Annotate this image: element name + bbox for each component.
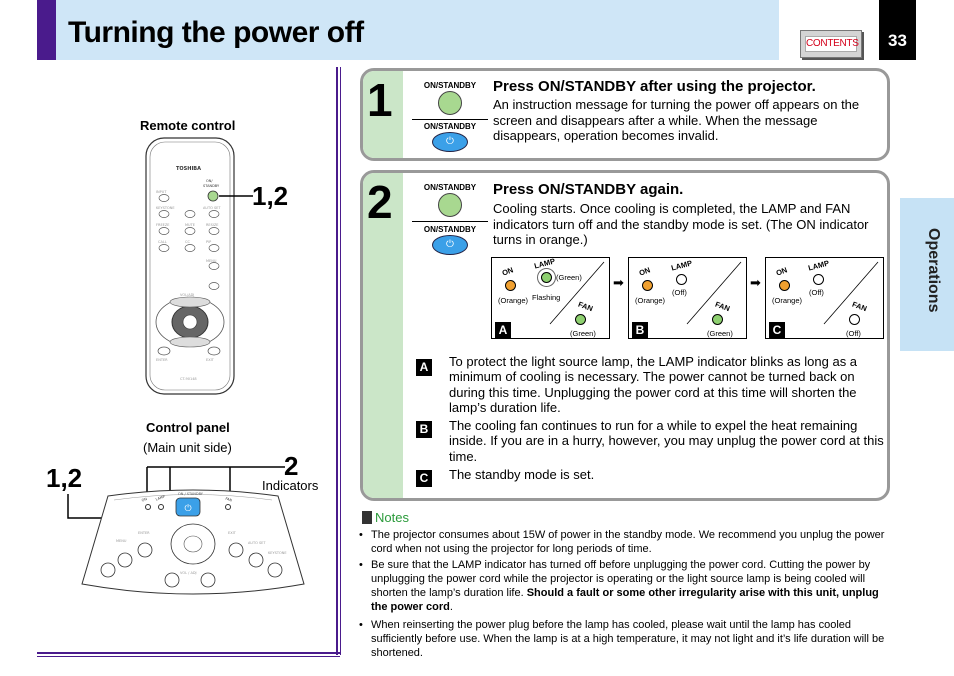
state-b-on-state: (Orange) — [635, 296, 666, 305]
state-b-fan-state: (Green) — [707, 329, 733, 338]
step-2-remote-button — [432, 235, 468, 255]
column-divider-thin — [340, 67, 341, 655]
bottom-rule — [37, 652, 340, 654]
operations-tab-label: Operations — [925, 228, 942, 313]
state-c-fan: FAN — [850, 299, 869, 314]
contents-button[interactable] — [800, 30, 862, 58]
note-c-text: The standby mode is set. — [449, 467, 595, 482]
state-c-on-state: (Orange) — [772, 296, 803, 305]
state-a-on-led — [505, 280, 516, 291]
panel-callout-left: 1,2 — [46, 463, 83, 493]
svg-text:CC: CC — [185, 240, 190, 244]
step-1-main-unit-button — [438, 91, 462, 115]
state-c-lamp-led — [813, 274, 824, 285]
svg-text:EXIT: EXIT — [206, 358, 214, 362]
indicators-label: Indicators — [262, 478, 319, 493]
step-2-button-caption-top: ON/STANDBY — [423, 183, 477, 192]
state-a-diagram — [491, 257, 610, 339]
step-1-separator — [412, 119, 488, 120]
step-1-number: 1 — [367, 74, 393, 126]
state-a-lamp-state: (Green) — [556, 273, 582, 282]
state-b-on-led — [642, 280, 653, 291]
state-b-diagram — [628, 257, 747, 339]
page-number: 33 — [888, 31, 907, 50]
state-c-on-led — [779, 280, 790, 291]
state-a-fan-led — [575, 314, 586, 325]
state-a-lamp-flashing: Flashing — [532, 293, 561, 302]
remote-control-label: Remote control — [140, 118, 236, 133]
state-c-lamp-state: (Off) — [809, 288, 824, 297]
state-a-fan-state: (Green) — [570, 329, 596, 338]
svg-text:KEYSTONE: KEYSTONE — [156, 206, 175, 210]
svg-text:ON/: ON/ — [206, 179, 213, 183]
svg-text:MENU: MENU — [206, 259, 217, 263]
notes-icon — [362, 511, 372, 524]
control-panel-illustration — [78, 482, 308, 602]
state-c-tag: C — [769, 322, 785, 338]
state-a-on: ON — [500, 265, 515, 278]
state-a-tag: A — [495, 322, 511, 338]
note-a-text: To protect the light source lamp, the LAMP indicator blinks as long as a minimum of cooling is necessary. The power cannot be turned back on during this time. Unplugging the power cord at this time will shorten the lamp’s duration life. — [449, 354, 858, 415]
step-2-number: 2 — [367, 176, 393, 228]
state-b-lamp-state: (Off) — [672, 288, 687, 297]
operations-tab-label-wrap — [902, 228, 954, 328]
notes-item-3: When reinserting the power plug before the lamp has cooled, please wait until the lamp has cooled sufficiently before use. When the lamp is at a high temperature, it may not light and it’s life duration will be shortened. — [371, 619, 885, 659]
svg-text:⏻: ⏻ — [184, 504, 192, 514]
step-1-heading: Press ON/STANDBY after using the projector. — [493, 78, 816, 95]
state-c-on: ON — [774, 265, 789, 278]
notes-bullet-icon: • — [359, 529, 363, 541]
remote-callout-label: 1,2 — [252, 181, 289, 211]
svg-text:ON / STANDBY: ON / STANDBY — [178, 492, 203, 496]
state-c-diagram — [765, 257, 884, 339]
svg-text:CALL: CALL — [158, 240, 167, 244]
state-c-fan-state: (Off) — [846, 329, 861, 338]
state-c-lamp: LAMP — [807, 258, 831, 273]
svg-text:VOL / ADJ: VOL / ADJ — [180, 571, 197, 575]
control-panel-label: Control panel — [146, 420, 230, 435]
note-b-text: The cooling fan continues to run for a while to expel the heat remaining inside. If you are in a hurry, however, you may unplug the power cord at this time. — [449, 418, 884, 464]
step-2-separator — [412, 221, 488, 222]
arrow-right-icon: ➡ — [613, 275, 624, 290]
note-b-tag: B — [416, 421, 432, 438]
svg-text:AUTO SET: AUTO SET — [203, 206, 221, 210]
remote-control-illustration — [140, 136, 240, 398]
svg-text:MUTE: MUTE — [185, 223, 195, 227]
svg-text:FAN: FAN — [224, 496, 233, 503]
svg-text:KEYSTONE: KEYSTONE — [268, 551, 287, 555]
state-b-fan: FAN — [713, 299, 732, 314]
step-1-panel — [360, 68, 890, 161]
control-panel-sublabel: (Main unit side) — [143, 440, 232, 455]
svg-text:LAMP: LAMP — [155, 494, 166, 502]
state-a-lamp-led — [541, 272, 552, 283]
step-1-body: An instruction message for turning the power off appears on the screen and disappears after a while. When the message disappears, operation becomes invalid. — [493, 97, 860, 143]
svg-text:VOL/ADJ: VOL/ADJ — [180, 293, 195, 297]
note-c-tag: C — [416, 470, 432, 487]
panel-callout-right: 2 — [284, 451, 299, 481]
header-accent-bar — [37, 0, 56, 60]
svg-text:STANDBY: STANDBY — [203, 184, 220, 188]
state-c-fan-led — [849, 314, 860, 325]
svg-text:MENU: MENU — [116, 539, 127, 543]
page-title: Turning the power off — [68, 16, 364, 49]
svg-text:PIP: PIP — [206, 240, 212, 244]
step-2-panel — [360, 170, 890, 501]
notes-item-2-period: . — [449, 601, 453, 613]
svg-text:EXIT: EXIT — [228, 531, 236, 535]
notes-bullet-icon: • — [359, 619, 363, 631]
notes-item-2 — [371, 558, 891, 614]
state-b-tag: B — [632, 322, 648, 338]
svg-text:CT-90148: CT-90148 — [180, 377, 197, 381]
notes-title: Notes — [375, 510, 409, 525]
power-icon: ⏻ — [446, 239, 454, 250]
remote-callout-line — [215, 190, 255, 206]
svg-text:AUTO SET: AUTO SET — [248, 541, 266, 545]
power-icon: ⏻ — [446, 136, 454, 147]
notes-item-1: The projector consumes about 15W of power in the standby mode. We recommend you unplug the power cord when not using the projector for long periods of time. — [371, 529, 885, 555]
state-b-on: ON — [637, 265, 652, 278]
step-2-button-caption-bottom: ON/STANDBY — [423, 225, 477, 234]
step-2-body: Cooling starts. Once cooling is completed, the LAMP and FAN indicators turn off and the standby mode is set. (The ON indicator turns in orange.) — [493, 201, 869, 247]
bottom-rule-thin — [37, 656, 340, 657]
note-a-tag: A — [416, 359, 432, 376]
step-1-button-caption-bottom: ON/STANDBY — [423, 122, 477, 131]
step-2-main-unit-button — [438, 193, 462, 217]
svg-text:ENTER: ENTER — [156, 358, 168, 362]
notes-item-2-text: Be sure that the LAMP indicator has turned off before unplugging the power cord. Cutting the power by unplugging the power cord while the projector is operating or the light source lamp is being cooled will shorten the lamp’s duration life. — [371, 559, 871, 599]
svg-text:FREEZE: FREEZE — [156, 223, 170, 227]
svg-text:RESIZE: RESIZE — [206, 223, 219, 227]
remote-brand: TOSHIBA — [176, 166, 201, 172]
svg-text:INPUT: INPUT — [156, 190, 167, 194]
svg-text:ENTER: ENTER — [138, 531, 150, 535]
state-a-lamp: LAMP — [533, 256, 557, 271]
notes-item-2-bold: Should a fault or some other irregularity arise with this unit, unplug the power cord — [371, 587, 879, 613]
state-a-on-state: (Orange) — [498, 296, 529, 305]
state-b-lamp: LAMP — [670, 258, 694, 273]
arrow-right-icon: ➡ — [750, 275, 761, 290]
svg-text:ON: ON — [141, 497, 148, 503]
state-b-lamp-led — [676, 274, 687, 285]
notes-bullet-icon: • — [359, 559, 363, 571]
step-1-button-caption-top: ON/STANDBY — [423, 81, 477, 90]
state-a-fan: FAN — [576, 299, 595, 314]
state-b-fan-led — [712, 314, 723, 325]
step-1-remote-button — [432, 132, 468, 152]
column-divider — [336, 67, 338, 655]
page-number-box — [879, 0, 916, 60]
step-2-heading: Press ON/STANDBY again. — [493, 181, 684, 198]
contents-button-label: CONTENTS — [805, 36, 857, 52]
